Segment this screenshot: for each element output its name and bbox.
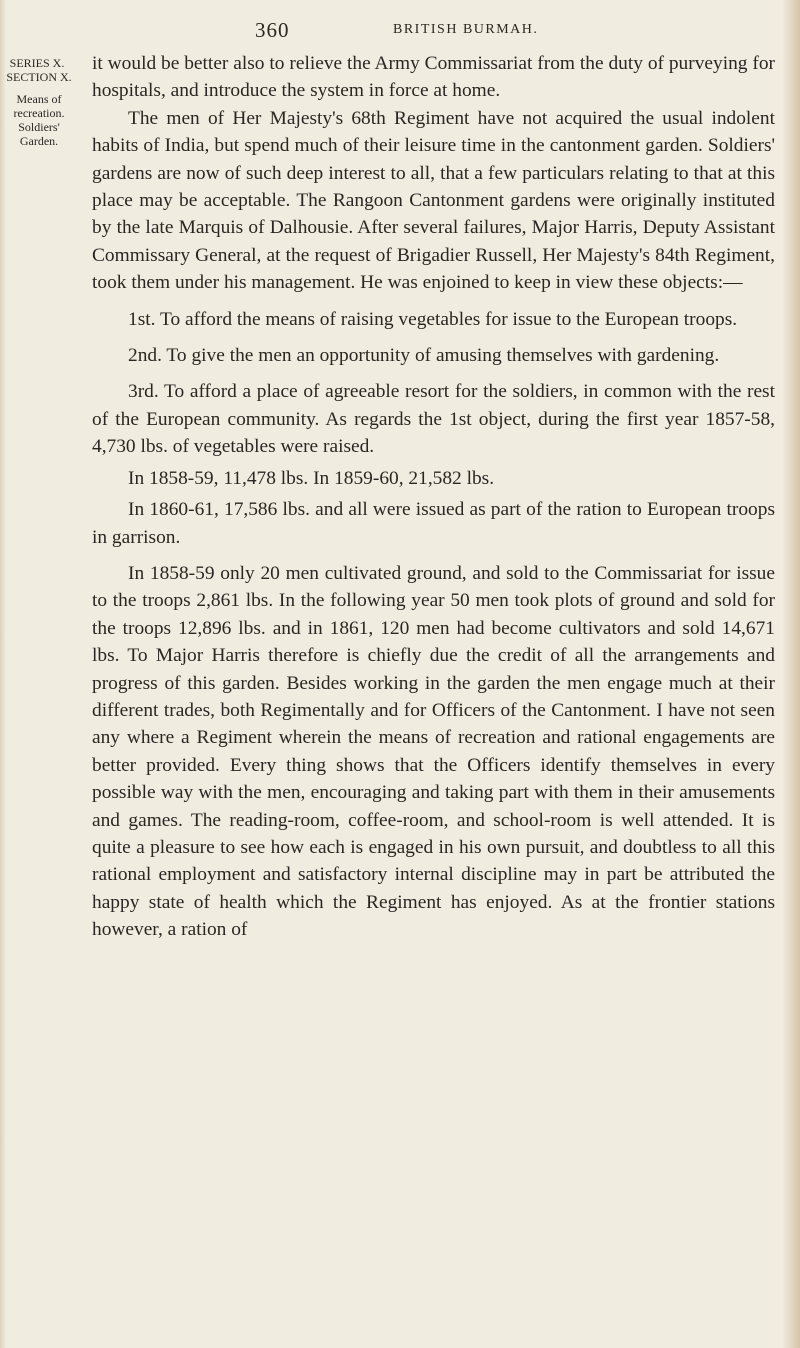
paragraph: In 1858-59, 11,478 lbs. In 1859-60, 21,582 lbs.	[128, 467, 495, 489]
running-head: BRITISH BURMAH.	[393, 22, 539, 37]
page-gutter-shadow	[0, 0, 6, 1348]
paragraph: In 1858-59 only 20 men cultivated ground, and sold to the Commissariat for issue to the troops 2,861 lbs. In the following year 50 men took plots of ground and sold for the troops 12,896 lbs. and in 1861, 120 men had become cultivators and sold 14,671 lbs. To Major Harris therefore is chiefly due the credit of all the arrangements and progress of this garden. Besides working in the garden the men engage much at their different trades, both Regimentally and for Officers of the Cantonment. I have not seen any where a Regiment wherein the means of recreation and rational engagements are better provided. Every thing shows that the Officers identify themselves in every possible way with the men, encouraging and taking part with them in their amusements and games. The reading-room, coffee-room, and school-room is well attended. It is quite a pleasure to see how each is engaged in his own pursuit, and doubtless to all this rational employment and satisfactory internal discipline may in part be attributed the happy state of health which the Regiment has enjoyed. As at the frontier stations however, a ration of	[92, 562, 775, 941]
body-text	[92, 50, 775, 944]
margin-topic-note: Means of recreation. Soldiers' Garden.	[13, 92, 65, 148]
margin-series-label: SERIES X.	[9, 56, 65, 70]
paragraph: The men of Her Majesty's 68th Regiment have not acquired the usual indolent habits of India, but spend much of their leisure time in the cantonment garden. Soldiers' gardens are now of such deep interest to all, that a few particulars relating to that at this place may be acceptable. The Rangoon Cantonment gardens were originally instituted by the late Marquis of Dalhousie. After several failures, Major Harris, Deputy Assistant Commissary General, at the request of Brigadier Russell, Her Majesty's 84th Regiment, took them under his management. He was enjoined to keep in view these objects:—	[92, 107, 775, 294]
paragraph: In 1860-61, 17,586 lbs. and all were issued as part of the ration to European troops in garrison.	[92, 499, 775, 548]
list-item: 3rd. To afford a place of agreeable resort for the soldiers, in common with the rest of the European community. As regards the 1st object, during the first year 1857-58, 4,730 lbs. of vegetables were raised.	[92, 381, 775, 458]
list-item: 2nd. To give the men an opportunity of amusing themselves with gardening.	[128, 345, 720, 367]
page-number: 360	[255, 18, 290, 42]
margin-section-label: SECTION X.	[6, 70, 72, 84]
paragraph: it would be better also to relieve the Army Commissariat from the duty of purveying for hospitals, and introduce the system in force at home.	[92, 53, 775, 102]
page-edge-shadow	[782, 0, 800, 1348]
margin-notes	[6, 56, 72, 148]
list-item: 1st. To afford the means of raising vegetables for issue to the European troops.	[128, 308, 738, 330]
page-header	[0, 16, 800, 46]
